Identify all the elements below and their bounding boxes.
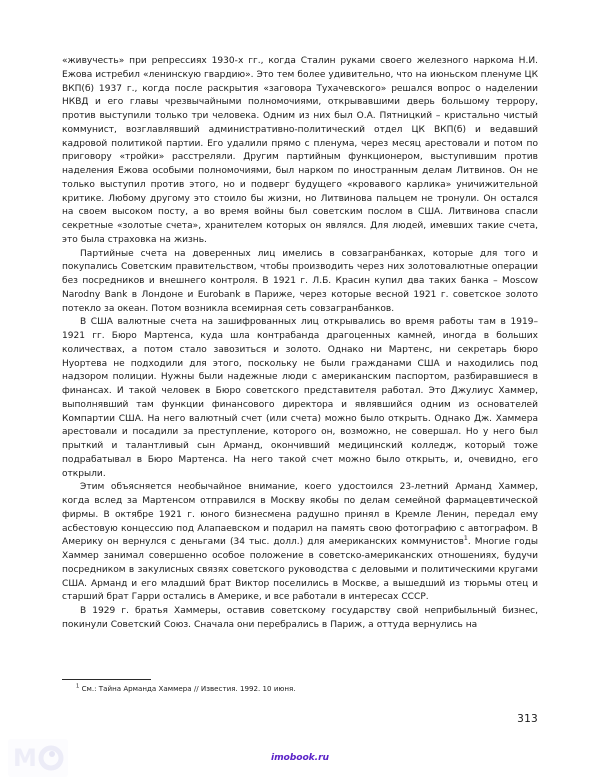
page-number: 313 — [517, 713, 538, 725]
svg-text:M: M — [13, 744, 37, 772]
footnote-separator-rule — [62, 679, 151, 680]
footnote-number: 1 — [76, 683, 80, 690]
paragraph-text-before-footnote-marker: Этим объясняется необычайное внимание, коего удостоился 23-летний Арманд Хаммер, когда вслед за Мартенсом отправился в Москву якобы по делам семейной фармацевтической фирмы. В октябре 1921 г. юного бизнесмена радушно принял в Кремле Ленин, передал ему асбестовую концессию под Алапаевском и подарил на память свою фотографию с автографом. В Америку он вернулся с деньгами (34 тыс. долл.) для американских коммунистов — [62, 482, 538, 548]
body-paragraph: В США валютные счета на зашифрованных лиц открывались во время работы там в 1919–1921 гг. Бюро Мартенса, куда шла контрабанда драгоценных камней, иногда в больших количествах, а потом стало завозиться и золото. Однако ни Мартенс, ни секретарь бюро Нуортева не подходили для этого, поскольку не были гражданами США и находились под надзором полиции. Нужны были надежные люди с американским паспортом, разбиравшиеся в финансах. И такой человек в Бюро советского представителя работал. Это Джулиус Хаммер, выполнявший там функции финансового директора и являвшийся одним из основателей Компартии США. На него валютный счет (или счета) можно было открыть. Однако Дж. Хаммера арестовали и посадили за преступление, которого он, возможно, не совершал. Но у него был прыткий и талантливый сын Арманд, окончивший медицинский колледж, который тоже подрабатывал в Бюро Мартенса. На него такой счет можно было открыть, и, очевидно, его открыли. — [62, 317, 538, 479]
body-text-column — [62, 55, 538, 633]
body-paragraph: «живучесть» при репрессиях 1930-х гг., когда Сталин руками своего железного наркома Н.И. Ежова истребил «ленинскую гвардию». Это тем более удивительно, что на июньском пленуме ЦК ВКП(б) 1937 г., когда после раскрытия «заговора Тухачевского» решался вопрос о наделении НКВД и его главы чрезвычайными полномочиями, открывавшими дверь большому террору, против выступили только три человека. Одним из них был О.А. Пятницкий – кристально чистый коммунист, возглавлявший административно-политический отдел ЦК ВКП(б) и ведавший кадровой политикой партии. Его удалили прямо с пленума, через месяц арестовали и потом по приговору «тройки» расстреляли. Другим партийным функционером, выступившим против наделения Ежова особыми полномочиями, был нарком по иностранным делам Литвинов. Он не только выступил против этого, но и подверг будущего «кровавого карлика» уничижительной критике. Любому другому это стоило бы жизни, но Литвинова пальцем не тронули. Он остался на своем высоком посту, а во время войны был советским послом в США. Литвинова спасли секретные «золотые счета», хранителем которых он являлся. Для людей, имевших такие счета, это была страховка на жизнь. — [62, 56, 538, 245]
footnote-reference-marker[interactable]: 1 — [463, 535, 468, 543]
body-paragraph-with-footnote — [62, 481, 538, 605]
footnote-text: См.: Тайна Арманда Хаммера // Известия. 1992. 10 июня. — [81, 684, 296, 693]
watermark-url: imobook.ru — [271, 752, 329, 763]
body-paragraph: Партийные счета на доверенных лиц имелись в совзагранбанках, которые для того и покупались Советским правительством, чтобы производить через них золотовалютные операции без посредников и внешнего контроля. В 1921 г. Л.Б. Красин купил два таких банка – Moscow Narodny Bank в Лондоне и Eurobank в Париже, через которые весной 1921 г. советское золото потекло за океан. Потом возникла всемирная сеть совзагранбанков. — [62, 248, 538, 314]
paragraph-text-after-footnote-marker: . Многие годы Хаммер занимал совершенно особое положение в советско-американских отношениях, будучи посредником в закулисных связях советского руководства с деловыми и политическими кругами США. Арманд и его младший брат Виктор поселились в Москве, а вышедший из тюрьмы отец и старший брат Гарри остались в Америке, и все работали в интересах СССР. — [62, 537, 539, 603]
footnote-entry — [62, 684, 538, 694]
body-paragraph: В 1929 г. братья Хаммеры, оставив советскому государству свой неприбыльный бизнес, покинули Советский Союз. Сначала они перебрались в Париж, а оттуда вернулись на — [62, 606, 538, 630]
footnote-block — [62, 679, 538, 694]
